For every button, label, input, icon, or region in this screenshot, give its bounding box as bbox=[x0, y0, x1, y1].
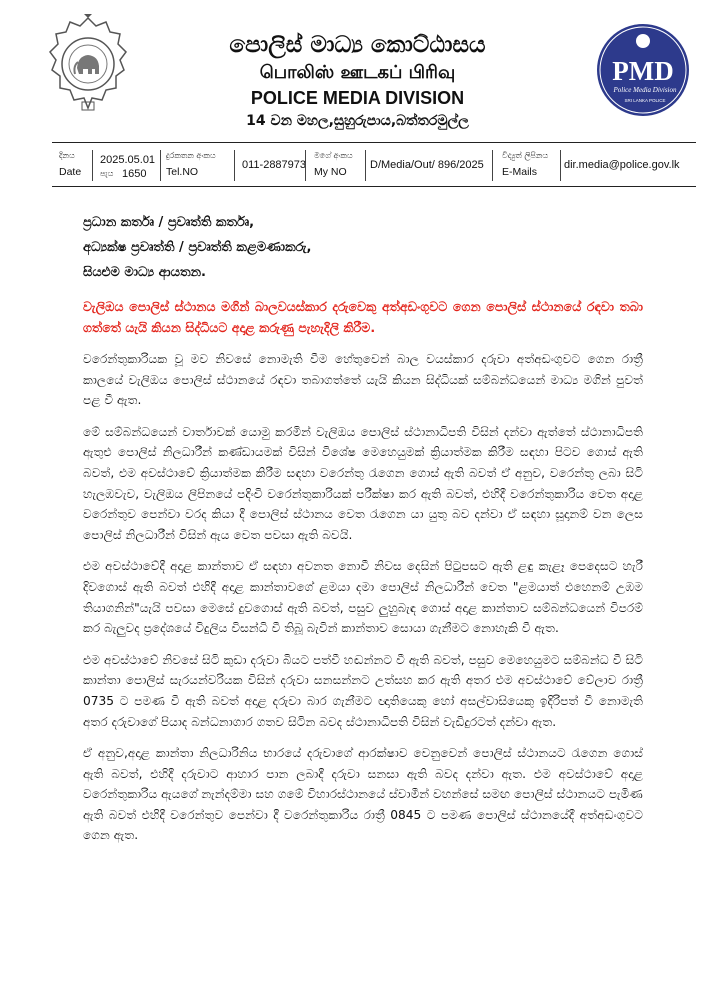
body-paragraph: එම අවස්ථාවේදී අදාළ කාන්තාව ඒ සඳහා අවනත නොවී නිවස දෙසින් පිටුපසට ඇති ළඳු කැළෑ පෙදෙසට හැරී දිවගොස් ඇති බවත් එහිදී අදාළ කාන්තාවගේ ළමයා දමා පොලිස් නිලධාරීන් වෙත "ළමයාත් එහෙනම් උඹම තියාගනින්"යැයි පවසා මෙසේ දුවගොස් ඇති බවත්, පසුව ලුහුබැඳ ගොස් අදාළ කාන්තාව සම්බන්ධයෙන් විපරම් කර බැලුවද ප්‍රදේශයේ විදුලිය විසන්ධි වී තිබූ බැවින් කාන්තාව සොයා ගැනීමට නොහැකි වී ඇත. bbox=[83, 559, 643, 636]
organisation-names bbox=[170, 30, 545, 132]
reference-bar bbox=[52, 147, 696, 183]
divider-bottom bbox=[52, 186, 696, 187]
police-crest-icon bbox=[48, 14, 128, 114]
org-address: 14 වන මහල,සුහුරුපාය,බත්තරමුල්ල bbox=[246, 113, 469, 129]
tel-label-en: Tel.NO bbox=[166, 166, 199, 178]
letterhead bbox=[0, 0, 715, 140]
date-cell bbox=[52, 147, 158, 183]
subject-heading: වැලිඔය පොලිස් ස්ථානය මගින් බාලවයස්කාර දරුවෙකු අත්අඩංගුවට ගෙන පොලිස් ස්ථානයේ රඳවා තබා ගත්තේ යැයි කියන සිද්ධියට අදාළ කරුණු පැහැදිලි කිරීම. bbox=[83, 299, 643, 335]
email-value: dir.media@police.gov.lk bbox=[564, 159, 680, 171]
my-no-label-si: මගේ අංකය bbox=[314, 151, 353, 160]
body-paragraph: මේ සම්බන්ධයෙන් වාර්තාවක් යොමු කරමින් වැලිඔය පොලිස් ස්ථානාධිපති විසින් දන්වා ඇත්තේ ස්ථානාධිපති ඇතුළු පොලිස් නිලධාරීන් කණ්ඩායමක් විසින් විශේෂ මෙහෙයුමක් ක්‍රියාත්මක කිරීම සඳහා පිටව ගොස් ඇති බවත්, එම අවස්ථාවේ ක්‍රියාත්මක කිරීම සඳහා වරෙන්තු රැගෙන ගොස් ඇති බවත් ඒ අනුව, වරෙන්තු ලබා සිටි හැලඹවැව, වැලිඔය ලිපිනයේ පදිංචි වරෙන්තුකාරියක් පරීක්ෂා කර ඇති බවත්, එහිදී වරෙන්තුකාරිය වෙත අදාළ වරෙන්තුව පෙන්වා වරද කියා දී පොලිස් ස්ථානය වෙත රැගෙන යා යුතු බව දන්වා ඒ සඳහා සූදානම් වන ලෙස පොලිස් නිලධාරීන් විසින් ඇය වෙත පවසා ඇති බවයි. bbox=[83, 424, 643, 542]
pmd-logo-subtitle2: SRI LANKA POLICE bbox=[624, 98, 666, 103]
time-label-si: පැය bbox=[100, 169, 114, 178]
tel-label-si: දුරකතන අංකය bbox=[166, 151, 216, 160]
pmd-logo-abbrev: PMD bbox=[612, 56, 674, 86]
email-label-en: E-Mails bbox=[502, 166, 538, 178]
my-no-value: D/Media/Out/ 896/2025 bbox=[370, 159, 484, 171]
org-name-english: POLICE MEDIA DIVISION bbox=[250, 88, 465, 108]
date-label-si: දිනය bbox=[59, 151, 75, 160]
addressee-line: අධ්‍යක්ෂ ප්‍රවෘත්ති / ප්‍රවෘත්ති කළමණාකරු, bbox=[83, 240, 312, 255]
tel-cell bbox=[162, 147, 332, 183]
letter-body bbox=[83, 349, 643, 857]
org-name-tamil: பொலிஸ் ஊடகப் பிரிவு bbox=[259, 62, 456, 83]
pmd-logo-subtitle: Police Media Division bbox=[613, 86, 677, 94]
body-paragraph: එම අවස්ථාවේ නිවසේ සිටි කුඩා දරුවා බියට පත්වී හඬන්නට වී ඇති බවත්, පසුව මෙහෙයුමට සම්බන්ධ වී සිටි කාන්තා පොලිස් සැරයන්වරියක විසින් දරුවා සනසන්නට උත්සහ කර ඇති අතර එම අවස්ථාවේ වේලාව රාත්‍රී 0735 ට පමණ වී ඇති බවත් අදාළ දරුවා බාර ගැනීමට ඥාතියෙකු හෝ අසල්වාසියෙකු ඉදිරිපත් වී නොමැති අතර දරුවාගේ පියාද බන්ධනාගාර ගතව සිටින බවද ස්ථානාධිපති විසින් වැඩිදුරටත් දන්වා ඇත. bbox=[83, 652, 643, 729]
addressee-line: සියළුම මාධ්‍ය ආයතන. bbox=[83, 265, 206, 280]
email-cell bbox=[498, 147, 696, 183]
divider-top bbox=[52, 142, 696, 143]
my-no-cell bbox=[310, 147, 510, 183]
body-paragraph: ඒ අනුව,අදාළ කාන්තා නිලධාරිනිය භාරයේ දරුවාගේ ආරක්ෂාව වෙනුවෙන් පොලිස් ස්ථානයට රැගෙන ගොස් ඇති බවත්, එහිදී දරුවාට ආහාර පාන ලබාදී දරුවා සනසා ඇති බවද දන්වා ඇත. එම අවස්ථාවේ අදාළ වරෙන්තුකාරිය ඇයගේ නැන්දම්මා සහ ගමේ විහාරස්ථානයේ ස්වාමීන් වහන්සේ සමඟ පොලිස් ස්ථානයට පැමිණ ඇති බවත් එහිදී වරෙන්තුව පෙන්වා දී වරෙන්තුකාරිය රාත්‍රී 0845 ට පමණ පොලිස් ස්ථානයේදී අත්අඩංගුවට ගෙන ඇත. bbox=[83, 746, 643, 843]
time-value: 1650 bbox=[122, 168, 147, 180]
org-name-sinhala: පොලිස් මාධ්‍ය කොට්ඨාසය bbox=[229, 32, 486, 58]
body-paragraph: වරෙන්තුකාරියක වූ මව නිවසේ නොමැති වීම හේතුවෙන් බාල වයස්කාර දරුවා අත්අඩංගුවට ගෙන රාත්‍රී කාලයේ වැලිඔය පොලිස් ස්ථානයේ රඳවා තබාගත්තේ යැයි කියන සිද්ධියක් සම්බන්ධයෙන් මාධ්‍ය මගින් පුවත් පළ වී ඇත. bbox=[83, 352, 643, 408]
addressee-line: ප්‍රධාන කර්තෘ / ප්‍රවෘත්ති කර්තෘ, bbox=[83, 215, 255, 230]
date-label-en: Date bbox=[59, 166, 82, 178]
pmd-logo-icon bbox=[595, 22, 691, 118]
addressee-block bbox=[83, 210, 643, 285]
email-label-si: විද්‍යුත් ලිපිනය bbox=[502, 151, 549, 160]
my-no-label-en: My NO bbox=[314, 166, 347, 178]
tel-value: 011-2887973 bbox=[242, 159, 307, 171]
date-value: 2025.05.01 bbox=[100, 154, 156, 166]
